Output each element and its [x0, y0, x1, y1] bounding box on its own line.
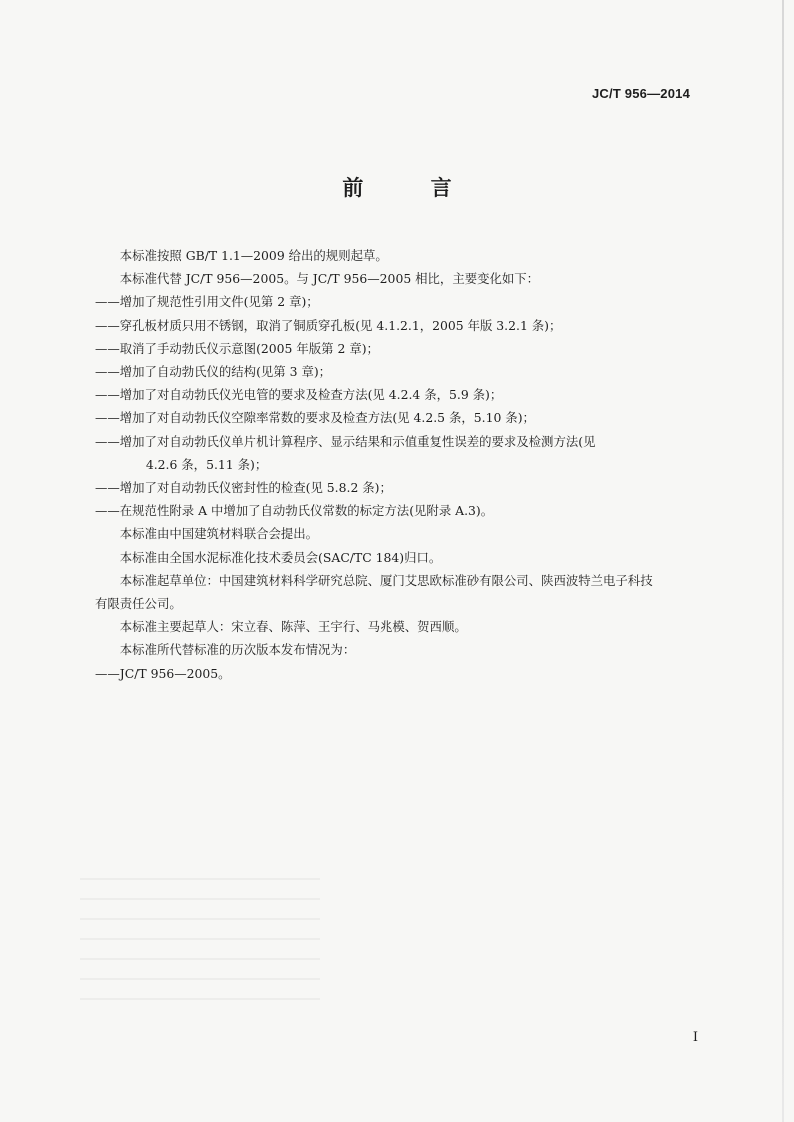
change-item: ——在规范性附录 A 中增加了自动勃氏仪常数的标定方法(见附录 A.3)。	[95, 503, 494, 519]
change-item: ——增加了对自动勃氏仪空隙率常数的要求及检查方法(见 4.2.5 条，5.10 条)；	[95, 410, 535, 426]
change-item: ——取消了手动勃氏仪示意图(2005 年版第 2 章)；	[95, 340, 379, 356]
paragraph-continuation: 有限责任公司。	[95, 596, 182, 612]
page-number: I	[692, 1030, 698, 1045]
change-item-continuation: 4.2.6 条，5.11 条)；	[145, 456, 268, 472]
paragraph: 本标准由全国水泥标准化技术委员会(SAC/TC 184)归口。	[119, 549, 442, 565]
paragraph: 本标准起草单位：中国建筑材料科学研究总院、厦门艾思欧标准砂有限公司、陕西波特兰电子科技	[119, 572, 653, 588]
paragraph: 本标准所代替标准的历次版本发布情况为：	[119, 642, 356, 658]
paragraph: 本标准代替 JC/T 956—2005。与 JC/T 956—2005 相比，主要变化如下：	[119, 271, 540, 287]
change-item: ——JC/T 956—2005。	[95, 665, 231, 681]
change-item: ——增加了规范性引用文件(见第 2 章)；	[95, 294, 319, 310]
change-item: ——穿孔板材质只用不锈钢，取消了铜质穿孔板(见 4.1.2.1，2005 年版 3.2.1 条)；	[95, 317, 562, 333]
change-item: ——增加了自动勃氏仪的结构(见第 3 章)；	[95, 364, 332, 380]
paragraph: 本标准主要起草人：宋立春、陈萍、王宇行、马兆模、贺西顺。	[119, 619, 467, 635]
change-item: ——增加了对自动勃氏仪密封性的检查(见 5.8.2 条)；	[95, 480, 392, 496]
page-title: 前 言	[342, 175, 482, 200]
standard-code: JC/T 956—2014	[592, 86, 690, 101]
foreword-body	[95, 244, 695, 685]
change-item: ——增加了对自动勃氏仪光电管的要求及检查方法(见 4.2.4 条，5.9 条)；	[95, 387, 503, 403]
paragraph: 本标准按照 GB/T 1.1—2009 给出的规则起草。	[119, 248, 388, 263]
change-item: ——增加了对自动勃氏仪单片机计算程序、显示结果和示值重复性误差的要求及检测方法(见	[95, 433, 596, 449]
bleed-through-shadow	[80, 870, 320, 1000]
paragraph: 本标准由中国建筑材料联合会提出。	[119, 526, 319, 542]
scan-edge-shadow	[782, 0, 784, 1122]
